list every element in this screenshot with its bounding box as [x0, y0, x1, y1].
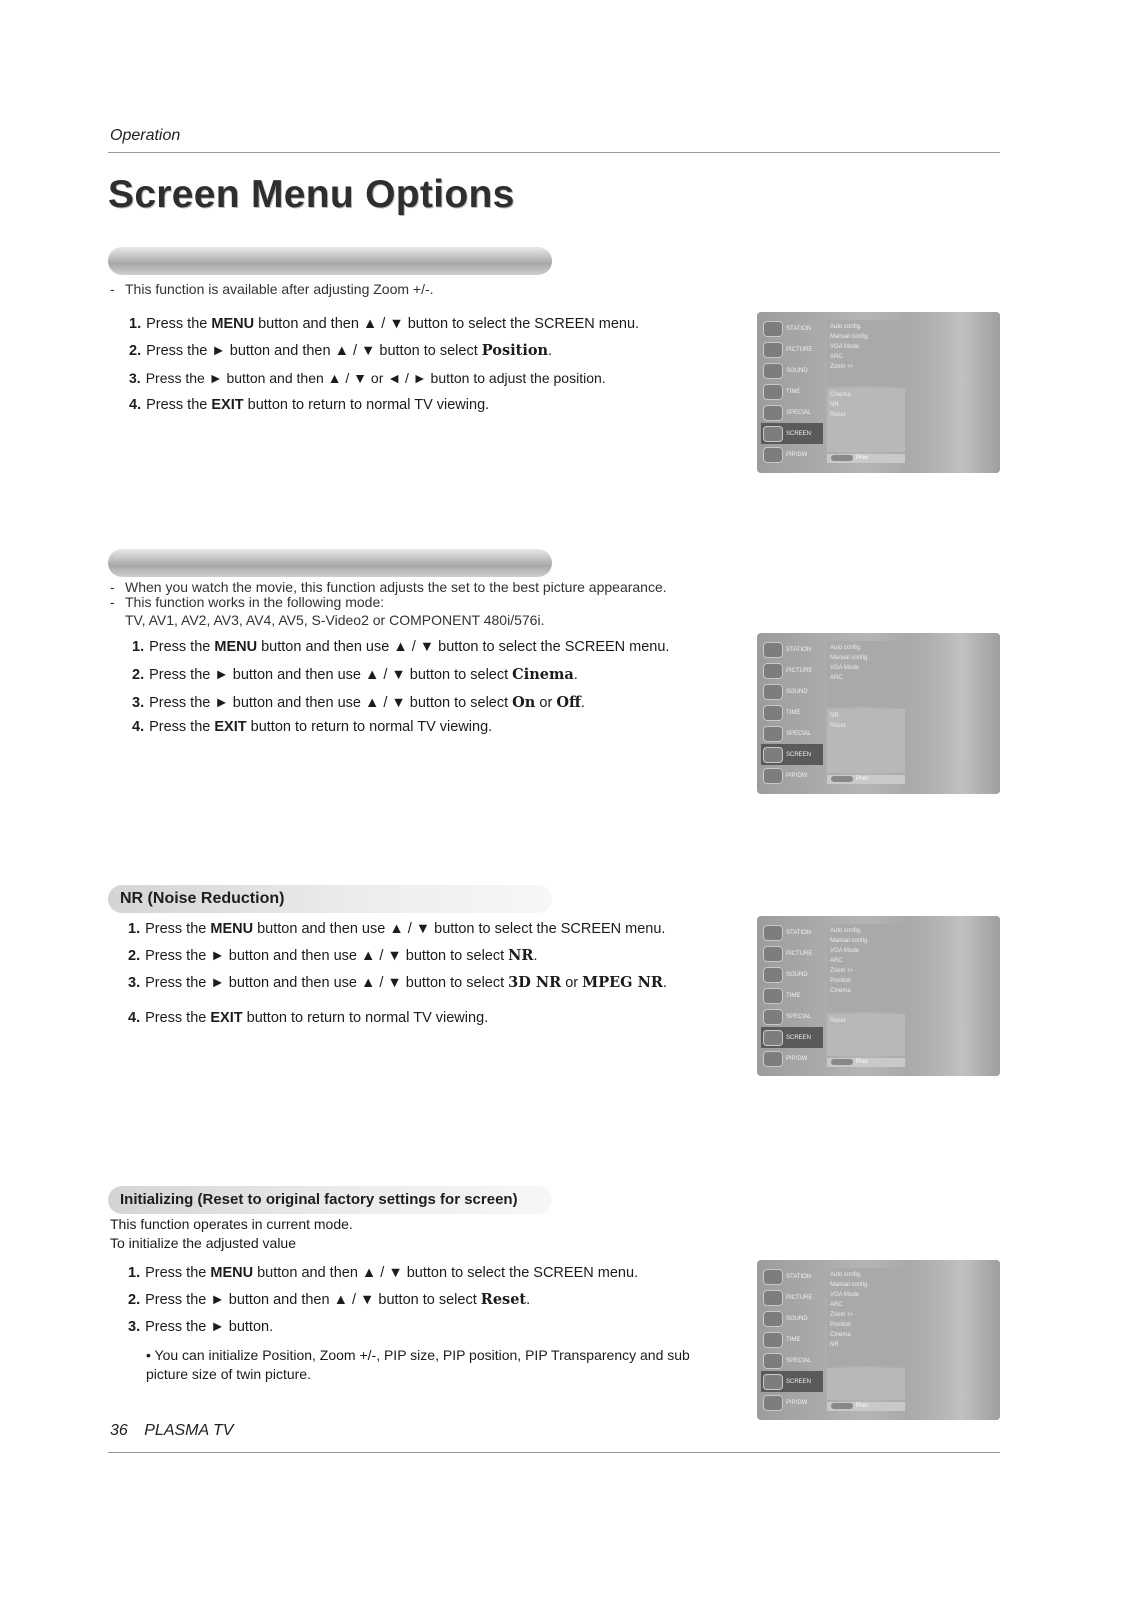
step-item: 3. Press the ► button.: [128, 1319, 274, 1335]
header-rule: [108, 152, 1000, 153]
osd-submenu: NR Reset: [827, 709, 905, 773]
step-item: 3. Press the ► button and then use ▲ / ▼ button to select On or Off.: [132, 694, 585, 711]
osd-menu: Auto config. Manual config. VGA Mode ARC: [827, 641, 905, 707]
step-item: 4. Press the EXIT button to return to normal TV viewing.: [128, 1010, 489, 1026]
reset-steps: [128, 1264, 728, 1384]
step-item: 2. Press the ► button and then use ▲ / ▼ button to select NR.: [128, 947, 538, 964]
step-item: 2. Press the ► button and then use ▲ / ▼ button to select Cinema.: [132, 666, 578, 683]
osd-menu: Auto config. Manual config. VGA Mode ARC Zoom +/-: [827, 320, 905, 386]
step-item: 2. Press the ► button and then ▲ / ▼ button to select Position.: [129, 342, 553, 359]
osd-submenu: Reset: [827, 1014, 905, 1056]
note-text: This function is available after adjusting Zoom +/-.: [125, 281, 434, 297]
nr-heading: NR (Noise Reduction): [120, 890, 285, 907]
reset-heading-bar: [108, 1186, 552, 1214]
step-item: 2. Press the ► button and then ▲ / ▼ button to select Reset.: [128, 1291, 531, 1308]
section-label: Operation: [110, 127, 181, 144]
cinema-steps: [132, 638, 722, 736]
osd-prev: Prev: [827, 1058, 905, 1067]
position-note: - This function is available after adjusting Zoom +/-.: [110, 281, 434, 297]
position-steps: [129, 315, 709, 414]
step-item: 1. Press the MENU button and then ▲ / ▼ button to select the SCREEN menu.: [128, 1265, 639, 1281]
page-number: 36: [110, 1422, 128, 1439]
tv-menu-screenshot: [757, 633, 1000, 794]
osd-sidebar: STATION PICTURE SOUND TIME SPECIAL SCREEN PIP/DW: [761, 318, 823, 466]
reset-bullet: • You can initialize Position, Zoom +/-, PIP size, PIP position, PIP Transparency and sub picture size of twin picture.: [146, 1347, 690, 1382]
osd-submenu: [827, 1368, 905, 1400]
step-item: 1. Press the MENU button and then use ▲ / ▼ button to select the SCREEN menu.: [132, 639, 670, 655]
product-name: PLASMA TV: [144, 1422, 234, 1439]
osd-sidebar: STATION PICTURE SOUND TIME SPECIAL SCREEN PIP/DW: [761, 922, 823, 1070]
osd-prev: Prev: [827, 775, 905, 784]
osd-submenu: Cinema NR Reset: [827, 388, 905, 452]
footer-rule: [108, 1452, 1000, 1453]
position-heading-bar: [108, 247, 552, 275]
reset-intro: This function operates in current mode. To initialize the adjusted value: [110, 1216, 353, 1251]
nr-heading-bar: [108, 885, 552, 913]
step-item: 3. Press the ► button and then ▲ / ▼ or ◄ / ► button to adjust the position.: [129, 370, 606, 386]
tv-menu-screenshot: [757, 1260, 1000, 1420]
page-footer: [110, 1422, 233, 1440]
page-title: Screen Menu Options: [108, 173, 515, 216]
tv-menu-screenshot: [757, 312, 1000, 473]
cinema-heading-bar: [108, 549, 552, 577]
tv-menu-screenshot: [757, 916, 1000, 1076]
nr-steps: [128, 920, 728, 1027]
osd-menu: Auto config. Manual config. VGA Mode ARC Zoom +/- Position Cinema NR: [827, 1268, 905, 1366]
osd-sidebar: STATION PICTURE SOUND TIME SPECIAL SCREEN PIP/DW: [761, 639, 823, 787]
step-item: 3. Press the ► button and then use ▲ / ▼ button to select 3D NR or MPEG NR.: [128, 974, 667, 991]
osd-prev: Prev: [827, 454, 905, 463]
osd-menu: Auto config. Manual config. VGA Mode ARC Zoom +/- Position Cinema: [827, 924, 905, 1012]
step-item: 1. Press the MENU button and then ▲ / ▼ button to select the SCREEN menu.: [129, 316, 640, 332]
step-item: 4. Press the EXIT button to return to normal TV viewing.: [129, 397, 490, 413]
osd-prev: Prev: [827, 1402, 905, 1411]
reset-heading: Initializing (Reset to original factory settings for screen): [120, 1191, 518, 1208]
step-item: 4. Press the EXIT button to return to normal TV viewing.: [132, 719, 493, 735]
cinema-notes: - When you watch the movie, this function adjusts the set to the best picture appearance. - This function works in the following mode: TV, AV1, AV2, AV3, AV4, AV5, S-Video2 or COMPONENT 480i/576i.: [110, 579, 667, 628]
step-item: 1. Press the MENU button and then use ▲ / ▼ button to select the SCREEN menu.: [128, 921, 666, 937]
osd-sidebar: STATION PICTURE SOUND TIME SPECIAL SCREEN PIP/DW: [761, 1266, 823, 1414]
